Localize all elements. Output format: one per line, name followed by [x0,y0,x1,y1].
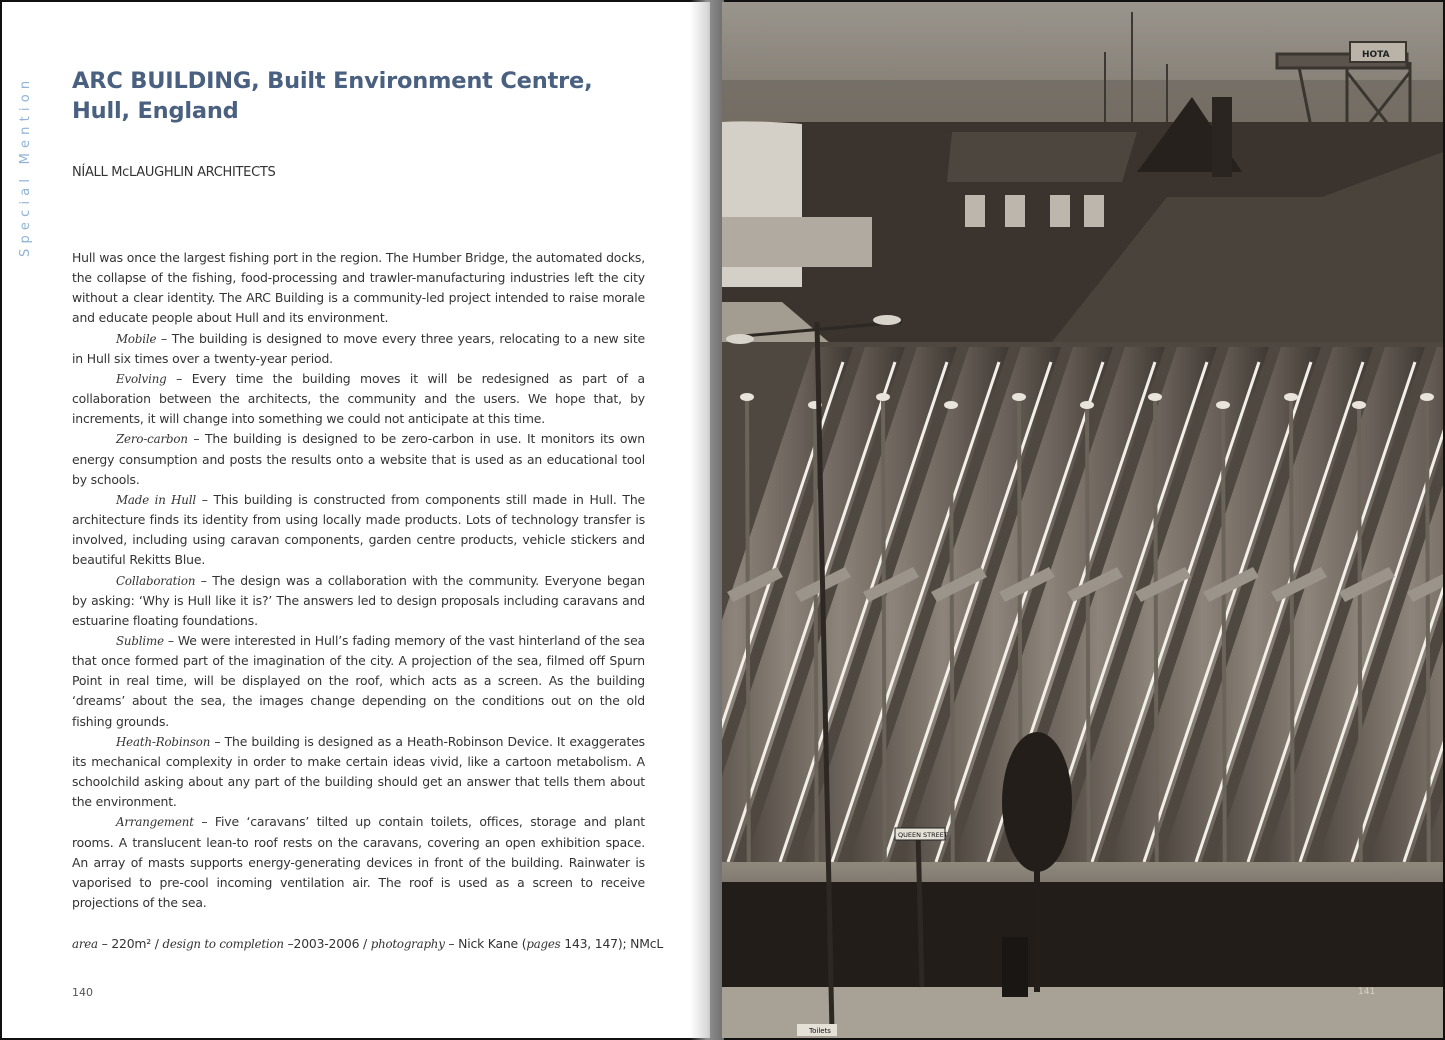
term: Zero-carbon [116,432,188,447]
turbine-mast [1427,397,1429,917]
page-number: 140 [72,986,93,999]
crane-sign: HOTA [1362,50,1390,60]
street-sign-text: QUEEN STREET [898,831,948,839]
turbine-mast [951,405,953,917]
credit-area-label: area [72,937,98,951]
paragraph-mobile [72,329,645,369]
paragraph-text: – The building is designed to be zero-carbon in use. It monitors its own energy consumption and posts the results onto a website that is used as an educational tool by schools. [72,431,645,487]
credit-design-value: –2003-2006 / [283,936,371,951]
turbine-mast [1223,405,1225,917]
turbine-mast [1359,405,1361,917]
article-body [72,248,645,913]
bin [1002,937,1028,997]
turbine-mast [1155,397,1157,917]
wind-turbine [876,393,890,401]
turbine-mast [747,397,749,917]
paragraph-evolving [72,369,645,429]
credit-photo-value: – Nick Kane ( [444,936,527,951]
turbine-mast [815,405,817,917]
slate-roof [947,132,1137,182]
book-gutter [690,0,724,1040]
wind-turbine [1284,393,1298,401]
paragraph-text: – The building is designed as a Heath-Robinson Device. It exaggerates its mechanical complexity in order to make certain ideas vivid, like a cartoon metabolism. A schoolchild asking about any part of the building should get an answer that tells them about the environment. [72,733,645,810]
wind-turbine [1420,393,1434,401]
lamp-head [873,315,901,325]
term: Evolving [116,371,167,386]
building-photo [722,2,1443,1038]
paragraph-text: – The design was a collaboration with the community. Everyone began by asking: ‘Why is Hull like it is?’ The answers led to design proposals including caravans and estuarine floating foundations. [72,572,645,628]
term: Collaboration [116,573,196,588]
chimney [1212,97,1232,177]
paragraph-sublime [72,631,645,732]
credit-design-label: design to completion [162,937,284,951]
term: Mobile [116,331,157,346]
paragraph-text: – This building is constructed from components still made in Hull. The architecture finds its identity from using locally made products. Lots of technology transfer is involved, including using caravan components, garden centre products, vehicle stickers and beautiful Rekitts Blue. [72,491,645,568]
intro-paragraph: Hull was once the largest fishing port in the region. The Humber Bridge, the automated docks, the collapse of the fishing, food-processing and trawler-manufacturing industries left the city without a clear identity. The ARC Building is a community-led project intended to raise morale and educate people about Hull and its environment. [72,250,645,326]
wind-turbine [1080,401,1094,409]
lamp-head [726,334,754,344]
toilets-sign-text: Toilets [809,1027,831,1035]
paragraph-text: – The building is designed to move every three years, relocating to a new site in Hull six times over a twenty-year period. [72,330,645,366]
glazed-band [722,217,872,267]
credit-pages-value: 143, 147); NMcL [560,936,664,951]
paragraph-zero-carbon [72,429,645,489]
project-credits [72,936,664,951]
paragraph-text: – Every time the building moves it will be redesigned as part of a collaboration between the architects, the community and the users. We hope that, by increments, it will change into something we could not anticipate at this time. [72,370,645,427]
wind-turbine [1216,401,1230,409]
credit-photo-label: photography [370,937,445,951]
wind-turbine [1148,393,1162,401]
turbine-mast [883,397,885,917]
wind-turbine [1012,393,1026,401]
wind-turbine [740,393,754,401]
paragraph-made-in-hull [72,490,645,571]
title-line-1: ARC BUILDING, Built Environment Centre, [72,68,593,94]
paragraph-collaboration [72,571,645,631]
credit-area-value: – 220m² / [97,936,163,951]
page-number-right: 141 [1358,987,1376,997]
paragraph-heath-robinson [72,732,645,813]
paragraph-text: – Five ‘caravans’ tilted up contain toilets, offices, storage and plant rooms. A translucent lean-to roof rests on the caravans, covering an open exhibition space. An array of masts supports energy-generating devices in front of the building. Rainwater is vaporised to pre-cool incoming ventilation air. The roof is used as a screen to receive projections of the sea. [72,814,645,910]
turbine-mast [1291,397,1293,917]
architect-name: NÍALL McLAUGHLIN ARCHITECTS [72,165,276,180]
turbine-mast [1087,405,1089,917]
left-page [2,2,710,1038]
wind-turbine [944,401,958,409]
term: Heath-Robinson [116,734,211,749]
paragraph-arrangement [72,812,645,913]
right-page-photo [722,2,1443,1038]
term: Sublime [116,633,164,648]
paragraph-text: – We were interested in Hull’s fading memory of the vast hinterland of the sea that once formed part of the imagination of the city. A projection of the sea, filmed off Spurn Point in real time, will be displayed on the roof, which acts as a screen. As the building ‘dreams’ about the sea, the images change depending on the conditions out on the old fishing grounds. [72,632,645,729]
wind-turbine [1352,401,1366,409]
title-line-2: Hull, England [72,98,239,124]
term: Arrangement [116,815,194,830]
term: Made in Hull [116,492,197,507]
credit-pages-label: pages [526,937,561,951]
page-title [72,66,652,126]
section-label: Special Mention [18,75,33,257]
